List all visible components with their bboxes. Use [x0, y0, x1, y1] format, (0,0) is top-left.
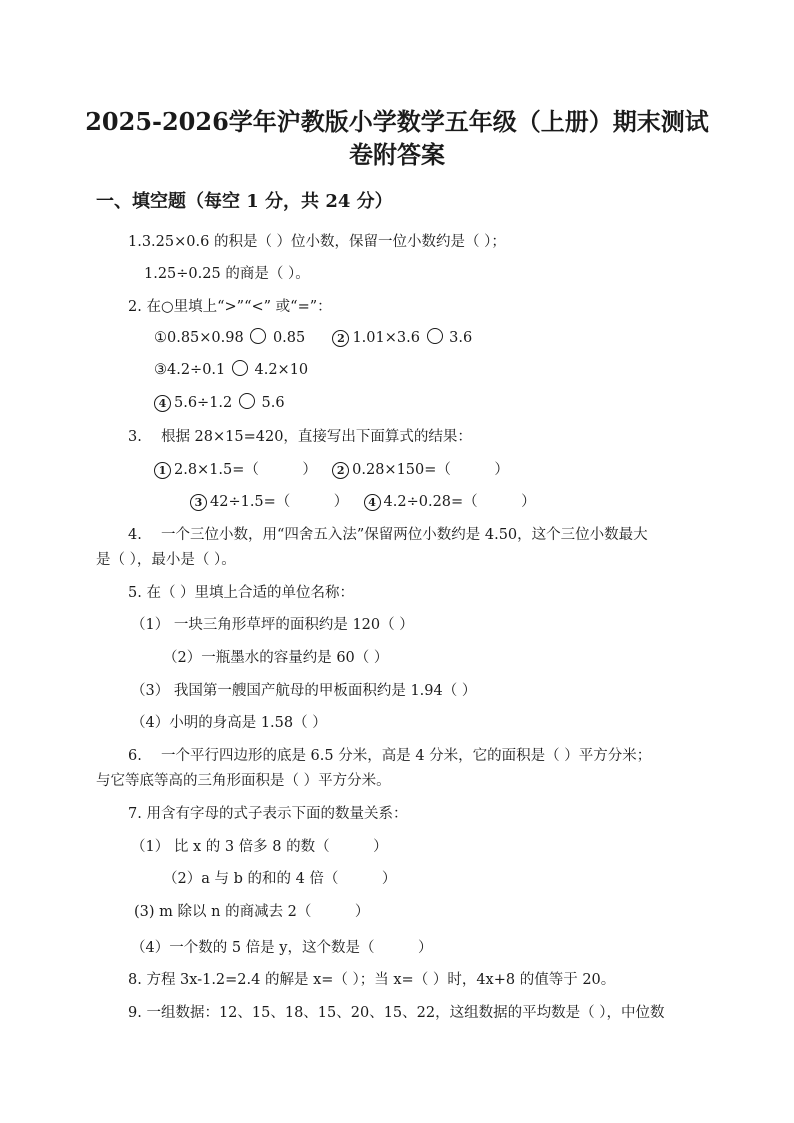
calc-1: 2.8×1.5=（ ） [174, 462, 317, 478]
question-9-line-1: 9. 一组数据：12、15、18、15、20、15、22，这组数据的平均数是（ ），中位数 [128, 1005, 665, 1021]
compare-expr-2: 1.01×3.6 [352, 330, 420, 346]
question-5-item-1: （1） 一块三角形草坪的面积约是 120（ ） [131, 617, 414, 633]
question-1-line-1: 1.3.25×0.6 的积是（ ）位小数，保留一位小数约是（ ）； [128, 234, 506, 250]
calc-3: 42÷1.5=（ ） [210, 494, 349, 510]
question-7-prompt: 7. 用含有字母的式子表示下面的数量关系： [128, 806, 408, 822]
document-title [60, 105, 734, 171]
question-7-item-4: （4）一个数的 5 倍是 y，这个数是（ ） [131, 940, 433, 956]
question-3-row-2 [190, 490, 536, 511]
question-2-prompt: 2. 在○里填上“>”“<” 或“=”： [128, 299, 332, 315]
compare-expr-1: ①0.85×0.98 [154, 330, 244, 346]
title-line-1: 2025-2026学年沪教版小学数学五年级（上册）期末测试 [85, 107, 709, 136]
number-2-circle-icon: 2 [332, 462, 349, 479]
number-1-circle-icon: 1 [154, 462, 171, 479]
title-line-2: 卷附答案 [349, 140, 445, 169]
blank-circle-icon[interactable] [250, 328, 266, 344]
question-5-item-2: （2）一瓶墨水的容量约是 60（ ） [163, 650, 389, 666]
compare-value-4: 5.6 [261, 395, 285, 411]
compare-expr-4: 5.6÷1.2 [174, 395, 233, 411]
question-4-line-2: 是（ ），最小是（ ）。 [96, 552, 236, 568]
section-heading-fill-blanks: 一、填空题（每空 1 分，共 24 分） [96, 191, 393, 212]
compare-value-1: 0.85 [272, 330, 306, 346]
question-7-item-1: （1） 比 x 的 3 倍多 8 的数（ ） [131, 839, 388, 855]
question-2-row-1 [154, 328, 472, 347]
question-3-row-1 [154, 458, 509, 479]
question-2-row-2 [154, 360, 308, 378]
question-5-item-4: （4）小明的身高是 1.58（ ） [131, 715, 327, 731]
blank-circle-icon[interactable] [239, 393, 255, 409]
question-6-line-2: 与它等底等高的三角形面积是（ ）平方分米。 [96, 773, 391, 789]
number-4-circle-icon: 4 [154, 395, 171, 412]
question-5-item-3: （3） 我国第一艘国产航母的甲板面积约是 1.94（ ） [131, 683, 477, 699]
number-2-circle-icon: 2 [332, 330, 349, 347]
question-6-line-1: 6. 一个平行四边形的底是 6.5 分米，高是 4 分米，它的面积是（ ）平方分米； [128, 748, 652, 764]
number-4-circle-icon: 4 [364, 494, 381, 511]
question-3-prompt: 3. 根据 28×15=420，直接写出下面算式的结果： [128, 429, 472, 445]
number-3-circle-icon: 3 [190, 494, 207, 511]
question-7-item-2: （2）a 与 b 的和的 4 倍（ ） [163, 871, 397, 887]
question-2-row-3 [154, 393, 285, 412]
calc-2: 0.28×150=（ ） [352, 462, 509, 478]
compare-value-2: 3.6 [449, 330, 473, 346]
question-8: 8. 方程 3x-1.2=2.4 的解是 x=（ ）；当 x=（ ）时，4x+8 的值等于 20。 [128, 972, 616, 988]
question-1-line-2: 1.25÷0.25 的商是（ ）。 [144, 266, 310, 282]
compare-expr-3: ③4.2÷0.1 [154, 362, 226, 378]
question-7-item-3: (3) m 除以 n 的商减去 2（ ） [134, 904, 370, 920]
blank-circle-icon[interactable] [427, 328, 443, 344]
question-5-prompt: 5. 在（ ）里填上合适的单位名称： [128, 585, 355, 601]
compare-value-3: 4.2×10 [254, 362, 309, 378]
blank-circle-icon[interactable] [232, 360, 248, 376]
calc-4: 4.2÷0.28=（ ） [383, 494, 536, 510]
question-4-line-1: 4. 一个三位小数，用“四舍五入法”保留两位小数约是 4.50，这个三位小数最大 [128, 527, 648, 543]
